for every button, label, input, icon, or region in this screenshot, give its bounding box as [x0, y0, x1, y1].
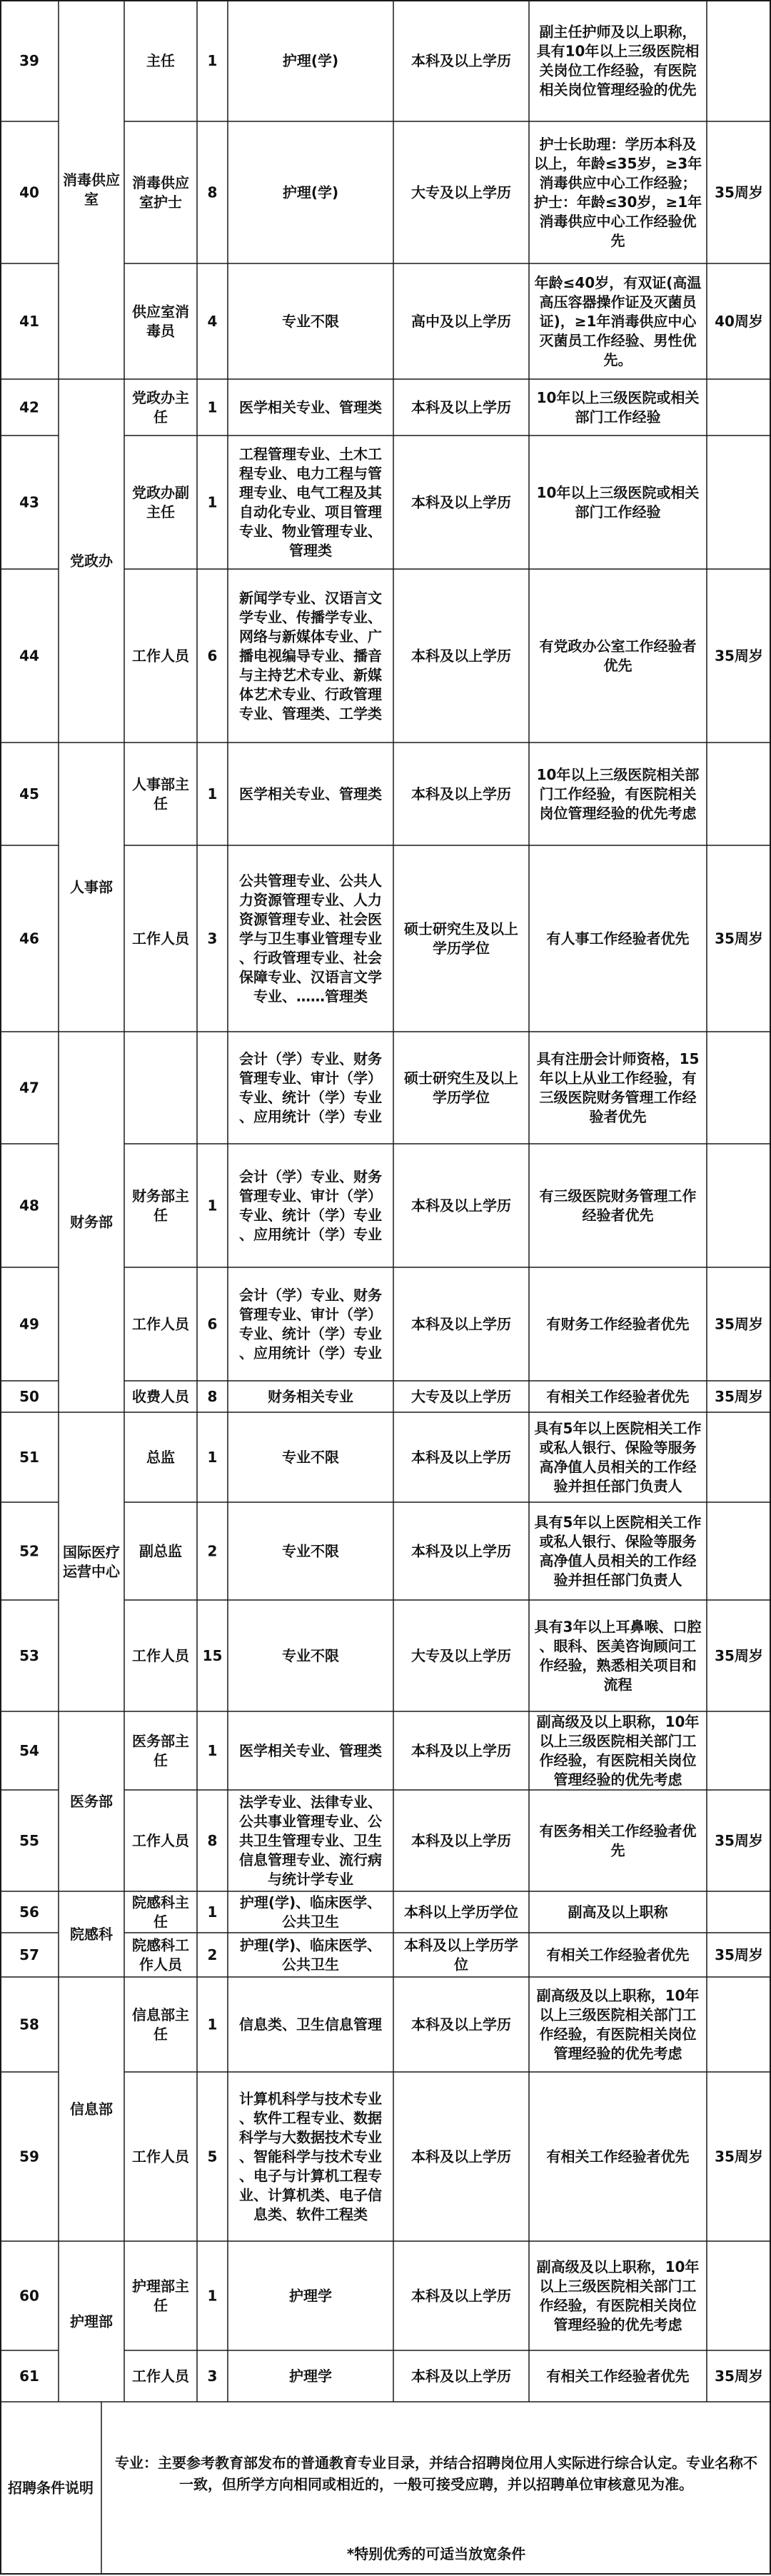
headcount-cell: 1 [207, 785, 218, 803]
headcount-cell: 1 [207, 1449, 218, 1466]
requirement-cell: 副高及以上职称 [568, 1903, 668, 1921]
requirement-cell: 护士长助理：学历本科及以上，年龄≤35岁，≥3年消毒供应中心工作经验；护士：年龄≤30岁，≥1年消毒供应中心工作经验优先 [533, 136, 702, 249]
position-cell: 总监 [146, 1449, 175, 1466]
headcount-cell: 1 [207, 1903, 218, 1921]
age-limit-cell: 35周岁 [715, 1946, 763, 1963]
requirement-cell: 具有注册会计师资格，15 年以上从业工作经验，有三级医院财务管理工作经验者优先 [536, 1050, 700, 1125]
major-cell: 护理(学) [282, 183, 339, 201]
major-cell: 医学相关专业、管理类 [239, 398, 382, 416]
major-cell: 医学相关专业、管理类 [239, 785, 382, 803]
headcount-cell: 1 [207, 2287, 218, 2305]
position-cell: 工作人员 [132, 2368, 189, 2385]
headcount-cell: 5 [207, 2148, 218, 2165]
requirement-cell: 年龄≤40岁，有双证(高温高压容器操作证及灭菌员证)，≥1年消毒供应中心灭菌员工作经验、男性优先。 [534, 274, 702, 368]
headcount-cell: 3 [207, 2368, 218, 2385]
requirement-cell: 具有5年以上医院相关工作或私人银行、保险等服务高净值人员相关的工作经验并担任部门负责人 [534, 1514, 702, 1589]
headcount-cell: 4 [207, 313, 218, 330]
row-number: 56 [19, 1903, 39, 1921]
position-cell: 工作人员 [132, 2148, 189, 2165]
major-cell: 会计（学）专业、财务管理专业、审计（学）专业、统计（学）专业、应用统计（学）专业 [239, 1050, 382, 1125]
education-cell: 大专及以上学历 [411, 1388, 511, 1405]
major-cell: 新闻学专业、汉语言文学专业、传播学专业、网络与新媒体专业、广播电视编导专业、播音与主持艺术专业、新媒体艺术专业、行政管理专业、管理类、工学类 [239, 589, 382, 723]
major-cell: 信息类、卫生信息管理 [239, 2016, 382, 2033]
department-cell: 护理部 [70, 2313, 113, 2330]
headcount-cell: 15 [202, 1647, 223, 1664]
education-cell: 本科及以上学历 [411, 1742, 511, 1759]
requirement-cell: 副高级及以上职称，10年以上三级医院相关部门工作经验，有医院相关岗位管理经验的优先考虑 [536, 1987, 700, 2062]
major-cell: 护理学 [289, 2287, 332, 2305]
position-cell: 人事部主任 [132, 775, 189, 812]
requirement-cell: 10年以上三级医院或相关部门工作经验 [536, 389, 700, 426]
age-limit-cell: 40周岁 [715, 313, 763, 330]
headcount-cell: 1 [207, 2016, 218, 2033]
department-cell: 人事部 [70, 878, 113, 896]
headcount-cell: 1 [207, 1197, 218, 1214]
education-cell: 本科以上学历学位 [404, 1903, 518, 1921]
requirement-cell: 副主任护师及以上职称，具有10年以上三级医院相关岗位工作经验，有医院相关岗位管理经验的优先 [536, 23, 700, 99]
requirement-cell: 有财务工作经验者优先 [546, 1315, 690, 1333]
department-cell: 信息部 [70, 2100, 113, 2118]
headcount-cell: 1 [207, 52, 218, 69]
education-cell: 大专及以上学历 [411, 1647, 511, 1664]
row-number: 60 [19, 2287, 39, 2305]
education-cell: 本科及以上学历 [411, 1315, 511, 1333]
headcount-cell: 3 [207, 930, 218, 947]
age-limit-cell: 35周岁 [715, 1832, 763, 1849]
row-number: 41 [19, 313, 39, 330]
age-limit-cell: 35周岁 [715, 183, 763, 201]
requirement-cell: 有医务相关工作经验者优先 [539, 1822, 697, 1859]
education-cell: 硕士研究生及以上学历学位 [404, 1070, 518, 1106]
row-number: 46 [19, 930, 39, 947]
footer-text: 专业：主要参考教育部发布的普通教育专业目录，并结合招聘岗位用人实际进行综合认定。专业名称不一致，但所学方向相同或相近的，一般可接受应聘，并以招聘单位审核意见为准。 [115, 2454, 757, 2493]
education-cell: 本科及以上学历 [411, 2016, 511, 2033]
position-cell: 供应室消毒员 [132, 303, 189, 340]
position-cell: 消毒供应室护士 [132, 174, 189, 211]
major-cell: 护理(学)、临床医学、公共卫生 [239, 1893, 382, 1931]
age-limit-cell: 35周岁 [715, 1388, 763, 1405]
row-number: 43 [19, 493, 39, 511]
education-cell: 本科及以上学历学位 [404, 1936, 518, 1973]
position-cell: 党政办副主任 [132, 484, 189, 520]
major-cell: 专业不限 [282, 1542, 339, 1560]
education-cell: 本科及以上学历 [411, 2368, 511, 2385]
headcount-cell: 8 [207, 1832, 218, 1849]
department-cell: 财务部 [70, 1213, 113, 1231]
education-cell: 本科及以上学历 [411, 1449, 511, 1466]
row-number: 39 [19, 52, 39, 69]
requirement-cell: 有党政办公室工作经验者优先 [539, 638, 697, 674]
row-number: 58 [19, 2016, 39, 2033]
row-number: 40 [19, 183, 39, 201]
headcount-cell: 2 [207, 1946, 218, 1963]
requirement-cell: 10年以上三级医院或相关部门工作经验 [536, 484, 700, 520]
position-cell: 工作人员 [132, 647, 189, 665]
major-cell: 护理(学) [282, 52, 339, 69]
requirement-cell: 有相关工作经验者优先 [546, 2368, 690, 2385]
row-number: 51 [19, 1449, 39, 1466]
position-cell: 工作人员 [132, 1832, 189, 1849]
headcount-cell: 8 [207, 1388, 218, 1405]
major-cell: 工程管理专业、土木工程专业、电力工程与管理专业、电气工程及其自动化专业、项目管理专业、物业管理专业、管理类 [239, 446, 382, 559]
age-limit-cell: 35周岁 [715, 647, 763, 665]
row-number: 61 [19, 2368, 39, 2385]
major-cell: 法学专业、法律专业、公共事业管理专业、公共卫生管理专业、卫生信息管理专业、流行病与统计学专业 [239, 1793, 382, 1888]
major-cell: 专业不限 [282, 1647, 339, 1664]
department-cell: 党政办 [70, 552, 113, 570]
position-cell: 信息部主任 [132, 2006, 189, 2043]
row-number: 44 [19, 647, 39, 665]
headcount-cell: 6 [207, 1315, 218, 1333]
major-cell: 护理学 [289, 2368, 332, 2385]
row-number: 53 [19, 1647, 39, 1664]
education-cell: 本科及以上学历 [411, 1197, 511, 1214]
headcount-cell: 1 [207, 493, 218, 511]
position-cell: 主任 [146, 52, 175, 69]
major-cell: 会计（学）专业、财务管理专业、审计（学）专业、统计（学）专业、应用统计（学）专业 [239, 1168, 382, 1243]
position-cell: 党政办主任 [132, 389, 189, 426]
position-cell: 工作人员 [132, 1315, 189, 1333]
education-cell: 高中及以上学历 [411, 313, 511, 330]
department-cell: 消毒供应室 [63, 171, 120, 208]
age-limit-cell: 35周岁 [715, 1647, 763, 1664]
row-number: 47 [19, 1079, 39, 1097]
major-cell: 护理(学)、临床医学、公共卫生 [239, 1936, 382, 1973]
headcount-cell: 2 [207, 1542, 218, 1560]
row-number: 52 [19, 1542, 39, 1560]
row-number: 55 [19, 1832, 39, 1849]
row-number: 50 [19, 1388, 39, 1405]
major-cell: 专业不限 [282, 1449, 339, 1466]
requirement-cell: 副高级及以上职称，10年以上三级医院相关部门工作经验，有医院相关岗位管理经验的优先考虑 [536, 2258, 700, 2333]
requirement-cell: 10年以上三级医院相关部门工作经验，有医院相关岗位管理经验的优先考虑 [536, 766, 700, 822]
headcount-cell: 1 [207, 398, 218, 416]
requirement-cell: 有相关工作经验者优先 [546, 2148, 690, 2165]
education-cell: 本科及以上学历 [411, 493, 511, 511]
position-cell: 工作人员 [132, 930, 189, 947]
position-cell: 财务部主任 [132, 1187, 189, 1224]
education-cell: 硕士研究生及以上学历学位 [404, 920, 518, 957]
major-cell: 会计（学）专业、财务管理专业、审计（学）专业、统计（学）专业、应用统计（学）专业 [239, 1287, 382, 1362]
education-cell: 大专及以上学历 [411, 183, 511, 201]
education-cell: 本科及以上学历 [411, 785, 511, 803]
age-limit-cell: 35周岁 [715, 2148, 763, 2165]
education-cell: 本科及以上学历 [411, 52, 511, 69]
requirement-cell: 有相关工作经验者优先 [546, 1388, 690, 1405]
department-cell: 国际医疗运营中心 [63, 1544, 120, 1580]
education-cell: 本科及以上学历 [411, 1542, 511, 1560]
row-number: 49 [19, 1315, 39, 1333]
education-cell: 本科及以上学历 [411, 647, 511, 665]
requirement-cell: 有相关工作经验者优先 [546, 1946, 690, 1963]
education-cell: 本科及以上学历 [411, 1832, 511, 1849]
position-cell: 院感科主任 [132, 1893, 189, 1931]
position-cell: 医务部主任 [132, 1732, 189, 1769]
row-number: 42 [19, 398, 39, 416]
major-cell: 计算机科学与技术专业、软件工程专业、数据科学与大数据技术专业、智能科学与技术专业、电子与计算机工程专业、计算机类、电子信息类、软件工程类 [239, 2090, 382, 2223]
requirement-cell: 副高级及以上职称，10年以上三级医院相关部门工作经验，有医院相关岗位管理经验的优先考虑 [536, 1713, 700, 1788]
position-cell: 收费人员 [132, 1388, 189, 1405]
education-cell: 本科及以上学历 [411, 2287, 511, 2305]
major-cell: 医学相关专业、管理类 [239, 1742, 382, 1759]
major-cell: 财务相关专业 [268, 1388, 353, 1405]
headcount-cell: 8 [207, 183, 218, 201]
position-cell: 副总监 [139, 1542, 182, 1560]
position-cell: 工作人员 [132, 1647, 189, 1664]
position-cell: 院感科工作人员 [132, 1936, 189, 1973]
footer-note: *特别优秀的可适当放宽条件 [346, 2545, 526, 2562]
row-number: 48 [19, 1197, 39, 1214]
row-number: 45 [19, 785, 39, 803]
age-limit-cell: 35周岁 [715, 2368, 763, 2385]
requirement-cell: 有人事工作经验者优先 [546, 930, 690, 947]
requirement-cell: 有三级医院财务管理工作经验者优先 [539, 1187, 697, 1224]
department-cell: 医务部 [70, 1793, 113, 1810]
row-number: 59 [19, 2148, 39, 2165]
row-number: 57 [19, 1946, 39, 1963]
headcount-cell: 6 [207, 647, 218, 665]
position-cell: 护理部主任 [132, 2278, 189, 2314]
department-cell: 院感科 [70, 1926, 113, 1943]
age-limit-cell: 35周岁 [715, 930, 763, 947]
requirement-cell: 具有3年以上耳鼻喉、口腔、眼科、医美咨询顾问工作经验，熟悉相关项目和流程 [534, 1618, 702, 1694]
education-cell: 本科及以上学历 [411, 2148, 511, 2165]
footer-label: 招聘条件说明 [8, 2479, 94, 2497]
row-number: 54 [19, 1742, 39, 1759]
major-cell: 专业不限 [282, 313, 339, 330]
education-cell: 本科及以上学历 [411, 398, 511, 416]
age-limit-cell: 35周岁 [715, 1315, 763, 1333]
headcount-cell: 1 [207, 1742, 218, 1759]
major-cell: 公共管理专业、公共人力资源管理专业、人力资源管理专业、社会医学与卫生事业管理专业、行政管理专业、社会保障专业、汉语言文学专业、……管理类 [239, 872, 382, 1005]
requirement-cell: 具有5年以上医院相关工作或私人银行、保险等服务高净值人员相关的工作经验并担任部门负责人 [534, 1419, 702, 1495]
